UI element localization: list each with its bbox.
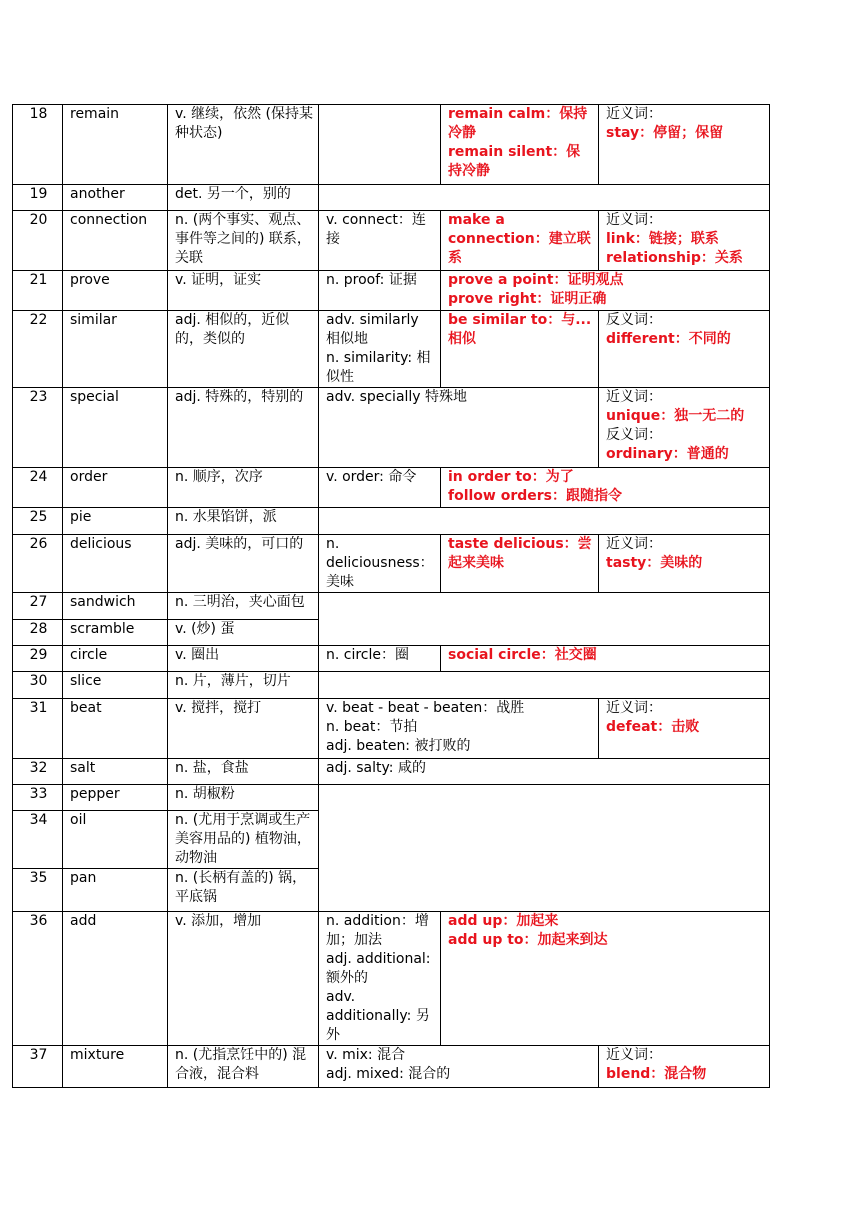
vocabulary-table (12, 104, 770, 1088)
derivatives-cell (319, 271, 441, 311)
table-row (13, 185, 770, 211)
phrase: in order to：为了 (448, 469, 574, 485)
meaning: n. 顺序，次序 (168, 468, 319, 508)
word: pepper (63, 785, 168, 811)
word: order (63, 468, 168, 508)
synonym: stay：停留；保留 (606, 125, 724, 141)
word: similar (63, 311, 168, 388)
derivatives-cell (319, 912, 441, 1046)
row-number: 25 (13, 508, 63, 535)
derivative: adv. specially 特殊地 (326, 389, 468, 405)
synonym-heading: 近义词： (606, 536, 662, 552)
table-row (13, 105, 770, 185)
word: pie (63, 508, 168, 535)
table-row (13, 699, 770, 759)
table-row (13, 508, 770, 535)
synonyms-cell (599, 699, 770, 759)
synonym: link：链接；联系 (606, 231, 719, 247)
word: sandwich (63, 593, 168, 620)
word: delicious (63, 535, 168, 593)
table-row (13, 593, 770, 620)
phrases-cell (441, 271, 770, 311)
derivatives-cell (319, 105, 441, 185)
table-row (13, 468, 770, 508)
word: beat (63, 699, 168, 759)
word: remain (63, 105, 168, 185)
derivative: n. similarity: 相似性 (326, 350, 431, 385)
derivatives-cell (319, 699, 599, 759)
row-number: 26 (13, 535, 63, 593)
table-row (13, 311, 770, 388)
antonym-heading: 反义词： (606, 427, 662, 443)
synonym: unique：独一无二的 (606, 408, 745, 424)
derivatives-cell (319, 388, 599, 468)
antonym: ordinary：普通的 (606, 446, 729, 462)
derivative: adj. mixed: 混合的 (326, 1066, 451, 1082)
derivatives-cell (319, 211, 441, 271)
phrase: prove a point：证明观点 (448, 272, 624, 288)
row-number: 30 (13, 672, 63, 699)
meaning: n. (长柄有盖的) 锅，平底锅 (168, 869, 319, 912)
meaning: v. 继续，依然 (保持某种状态) (168, 105, 319, 185)
meaning: adj. 相似的，近似的，类似的 (168, 311, 319, 388)
synonym: defeat：击败 (606, 719, 700, 735)
phrase: follow orders：跟随指令 (448, 488, 623, 504)
table-row (13, 211, 770, 271)
word: another (63, 185, 168, 211)
meaning: v. 圈出 (168, 646, 319, 672)
meaning: v. 搅拌，搅打 (168, 699, 319, 759)
empty-cell (319, 593, 770, 646)
derivative: adv. additionally: 另外 (326, 989, 430, 1043)
synonym-heading: 近义词： (606, 106, 662, 122)
phrase: add up：加起来 (448, 913, 559, 929)
synonym: tasty：美味的 (606, 555, 703, 571)
row-number: 33 (13, 785, 63, 811)
derivative: adj. salty: 咸的 (326, 760, 426, 776)
word: mixture (63, 1046, 168, 1088)
derivative: v. mix: 混合 (326, 1047, 406, 1063)
word: connection (63, 211, 168, 271)
phrases-cell (441, 311, 599, 388)
derivatives-cell (319, 535, 441, 593)
meaning: v. 添加，增加 (168, 912, 319, 1046)
empty-cell (319, 785, 770, 912)
word: slice (63, 672, 168, 699)
meaning: v. (炒) 蛋 (168, 620, 319, 646)
row-number: 27 (13, 593, 63, 620)
phrase: social circle：社交圈 (448, 647, 597, 663)
table-row (13, 388, 770, 468)
meaning: adj. 特殊的，特别的 (168, 388, 319, 468)
meaning: n. (尤用于烹调或生产美容用品的) 植物油，动物油 (168, 811, 319, 869)
derivatives-cell (319, 468, 441, 508)
table-row (13, 672, 770, 699)
table-row (13, 785, 770, 811)
synonyms-cell (599, 211, 770, 271)
meaning: det. 另一个，别的 (168, 185, 319, 211)
row-number: 35 (13, 869, 63, 912)
phrases-cell (441, 535, 599, 593)
synonyms-cell (599, 535, 770, 593)
word: prove (63, 271, 168, 311)
meaning: adj. 美味的，可口的 (168, 535, 319, 593)
derivative: n. proof: 证据 (326, 272, 417, 288)
synonym-heading: 近义词： (606, 700, 662, 716)
empty-cell (319, 508, 770, 535)
meaning: n. 三明治，夹心面包 (168, 593, 319, 620)
meaning: n. 胡椒粉 (168, 785, 319, 811)
derivative: n. deliciousness：美味 (326, 536, 434, 590)
synonym: relationship：关系 (606, 250, 743, 266)
row-number: 31 (13, 699, 63, 759)
antonym: different：不同的 (606, 331, 731, 347)
phrase: prove right：证明正确 (448, 291, 607, 307)
phrases-cell (441, 468, 770, 508)
derivative: n. circle：圈 (326, 647, 410, 663)
row-number: 18 (13, 105, 63, 185)
row-number: 28 (13, 620, 63, 646)
synonyms-cell (599, 1046, 770, 1088)
word: oil (63, 811, 168, 869)
derivatives-cell (319, 646, 441, 672)
word: circle (63, 646, 168, 672)
synonym-heading: 近义词： (606, 212, 662, 228)
phrase: taste delicious：尝起来美味 (448, 536, 592, 571)
synonyms-cell (599, 311, 770, 388)
phrases-cell (441, 105, 599, 185)
derivative: v. connect：连接 (326, 212, 426, 247)
row-number: 24 (13, 468, 63, 508)
table-row (13, 912, 770, 1046)
phrase: remain calm：保持冷静 (448, 106, 588, 141)
phrase: make a connection：建立联系 (448, 212, 591, 266)
table-row (13, 535, 770, 593)
table-row (13, 646, 770, 672)
table-row (13, 759, 770, 785)
derivative: n. beat：节拍 (326, 719, 418, 735)
derivative: v. beat - beat - beaten：战胜 (326, 700, 525, 716)
row-number: 37 (13, 1046, 63, 1088)
phrase: be similar to：与...相似 (448, 312, 592, 347)
synonym: blend：混合物 (606, 1066, 707, 1082)
phrase: add up to：加起来到达 (448, 932, 608, 948)
word: special (63, 388, 168, 468)
row-number: 36 (13, 912, 63, 1046)
derivative: adv. similarly 相似地 (326, 312, 419, 347)
empty-cell (319, 185, 770, 211)
row-number: 20 (13, 211, 63, 271)
meaning: n. 水果馅饼，派 (168, 508, 319, 535)
derivatives-cell (319, 311, 441, 388)
meaning: v. 证明，证实 (168, 271, 319, 311)
derivative: n. addition：增加；加法 (326, 913, 429, 948)
empty-cell (319, 672, 770, 699)
word: salt (63, 759, 168, 785)
row-number: 29 (13, 646, 63, 672)
antonym-heading: 反义词： (606, 312, 662, 328)
phrases-cell (441, 211, 599, 271)
phrase: remain silent：保持冷静 (448, 144, 581, 179)
synonym-heading: 近义词： (606, 1047, 662, 1063)
meaning: n. (尤指烹饪中的) 混合液，混合料 (168, 1046, 319, 1088)
row-number: 32 (13, 759, 63, 785)
meaning: n. (两个事实、观点、事件等之间的) 联系，关联 (168, 211, 319, 271)
derivative: v. order: 命令 (326, 469, 417, 485)
phrases-cell (441, 912, 770, 1046)
row-number: 34 (13, 811, 63, 869)
derivative: adj. additional: 额外的 (326, 951, 431, 986)
meaning: n. 片，薄片，切片 (168, 672, 319, 699)
meaning: n. 盐，食盐 (168, 759, 319, 785)
synonyms-cell (599, 388, 770, 468)
row-number: 22 (13, 311, 63, 388)
table-row (13, 1046, 770, 1088)
derivatives-cell (319, 1046, 599, 1088)
word: pan (63, 869, 168, 912)
row-number: 21 (13, 271, 63, 311)
synonyms-cell (599, 105, 770, 185)
row-number: 23 (13, 388, 63, 468)
derivative: adj. beaten: 被打败的 (326, 738, 471, 754)
phrases-cell (441, 646, 770, 672)
word: add (63, 912, 168, 1046)
word: scramble (63, 620, 168, 646)
row-number: 19 (13, 185, 63, 211)
synonym-heading: 近义词： (606, 389, 662, 405)
derivatives-cell (319, 759, 770, 785)
table-row (13, 271, 770, 311)
